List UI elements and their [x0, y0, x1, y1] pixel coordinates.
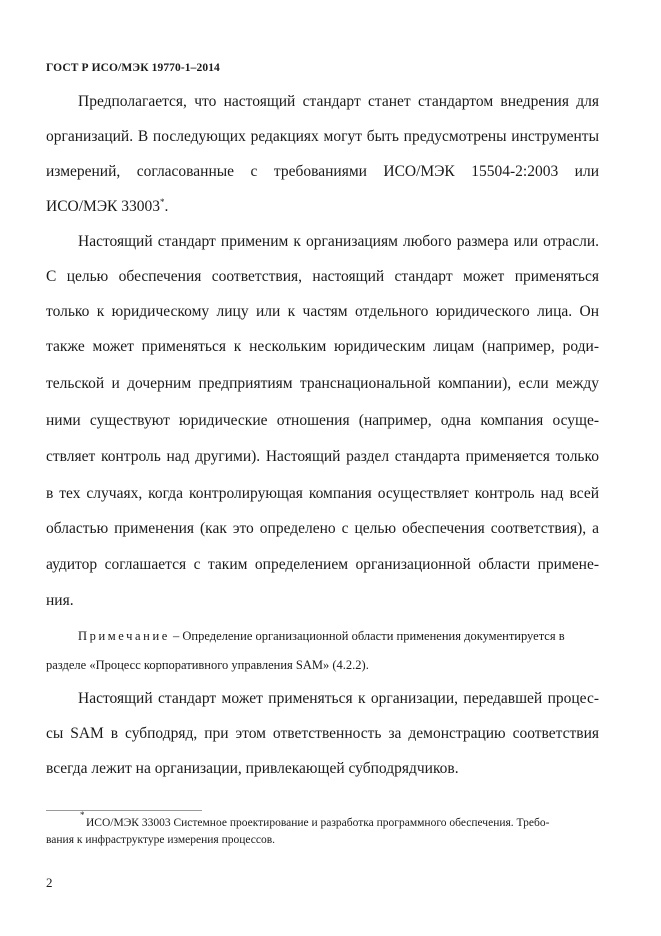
footnote-divider [46, 810, 202, 811]
paragraph-2-line: ния. [46, 592, 74, 609]
paragraph-2-line: только к юридическому лицу или к частям отдельного юридического лица. Он [46, 303, 599, 320]
paragraph-2-line: тельской и дочерним предприятиям транснациональной компании), если между [46, 375, 599, 392]
paragraph-1-line: организаций. В последующих редакциях могут быть предусмотрены инструменты [46, 128, 599, 145]
standard-reference: ИСО/МЭК 33003 [46, 198, 161, 215]
paragraph-2-line: аудитор соглашается с таким определением организационной области примене- [46, 556, 599, 573]
note-text: – Определение организационной области применения документируется в [173, 629, 565, 643]
paragraph-2-line: ствляет контроль над другими). Настоящий раздел стандарта применяется только [46, 448, 599, 465]
footnote-line-1: ИСО/МЭК 33003 Системное проектирование и разработка программного обеспечения. Требо- [86, 817, 550, 829]
paragraph-2-line: в тех случаях, когда контролирующая компания осуществляет контроль над всей [46, 485, 599, 502]
paragraph-2-line: ними существуют юридические отношения (например, одна компания осуще- [46, 412, 599, 429]
footnote-marker: * [160, 196, 165, 207]
paragraph-3-line: сы SAM в субподряд, при этом ответственность за демонстрацию соответствия [46, 725, 599, 742]
sentence-end: . [164, 198, 169, 215]
paragraph-1-line: измерений, согласованные с требованиями ИСО/МЭК 15504-2:2003 или [46, 163, 599, 180]
paragraph-3-line: всегда лежит на организации, привлекающей субподрядчиков. [46, 760, 459, 777]
paragraph-2-line: С целью обеспечения соответствия, настоящий стандарт может применяться [46, 268, 599, 285]
footnote-marker: * [80, 810, 85, 820]
document-header: ГОСТ Р ИСО/МЭК 19770-1–2014 [46, 62, 220, 74]
footnote-line-2: вания к инфраструктуре измерения процессов. [46, 834, 276, 846]
note-line-2: разделе «Процесс корпоративного управления SAM» (4.2.2). [46, 658, 369, 672]
paragraph-2-line: также может применяться к нескольким юридическим лицам (например, роди- [46, 338, 599, 355]
note-label: Примечание [78, 629, 170, 643]
paragraph-2-line: Настоящий стандарт применим к организациям любого размера или отрасли. [78, 233, 599, 250]
paragraph-1-last-line [46, 197, 599, 217]
note-line-1 [78, 628, 599, 644]
paragraph-3-line: Настоящий стандарт может применяться к организации, передавшей процес- [78, 690, 599, 707]
paragraph-2-line: областью применения (как это определено с целью обеспечения соответствия), а [46, 520, 599, 537]
paragraph-1-line: Предполагается, что настоящий стандарт станет стандартом внедрения для [78, 93, 599, 110]
page-number: 2 [46, 875, 53, 890]
